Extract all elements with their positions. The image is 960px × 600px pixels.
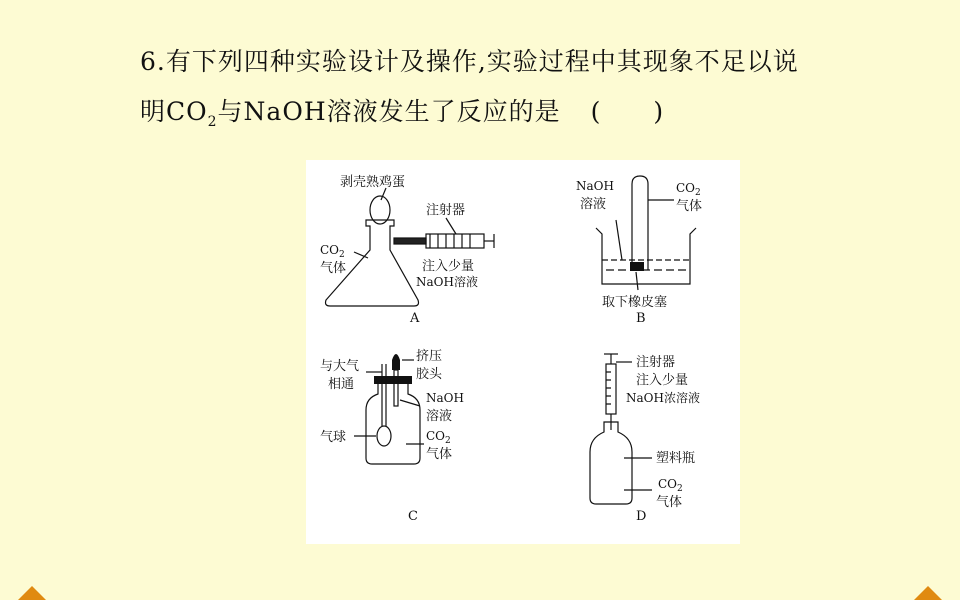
next-slide-icon[interactable] bbox=[914, 586, 942, 600]
label-co2-d bbox=[658, 477, 683, 494]
rubber-stopper-icon bbox=[630, 262, 644, 271]
co2-d-sub: 2 bbox=[677, 484, 683, 494]
syringe-a-ticks bbox=[430, 234, 470, 248]
label-inject-a1: 注入少量 bbox=[422, 259, 475, 274]
caption-d: D bbox=[636, 509, 647, 524]
label-egg: 剥壳熟鸡蛋 bbox=[340, 175, 406, 190]
experiment-figure bbox=[306, 160, 740, 544]
stopper-pointer bbox=[636, 272, 638, 290]
dropper-bulb-icon bbox=[392, 354, 400, 370]
caption-b: B bbox=[636, 311, 646, 326]
dropper-tube bbox=[394, 370, 398, 406]
label-gas-d: 气体 bbox=[656, 495, 683, 510]
experiment-diagram bbox=[306, 160, 740, 544]
panel-c bbox=[320, 348, 464, 524]
co2-b-sub: 2 bbox=[695, 188, 701, 198]
caption-a: A bbox=[410, 311, 420, 326]
beaker-b bbox=[596, 228, 696, 284]
label-gas-b: 气体 bbox=[676, 199, 703, 214]
co2-c-text: CO bbox=[426, 429, 446, 443]
answer-blank: ( ) bbox=[590, 97, 665, 126]
label-naoh-b: NaOH bbox=[576, 179, 614, 193]
label-squeeze-1: 挤压 bbox=[416, 349, 443, 364]
label-gas-c: 气体 bbox=[426, 447, 453, 462]
label-inject-d1: 注入少量 bbox=[636, 373, 689, 388]
label-solution-b: 溶液 bbox=[580, 197, 607, 212]
co2-d-text: CO bbox=[658, 477, 678, 491]
co2-a-sub: 2 bbox=[339, 250, 345, 260]
co2-subscript: 2 bbox=[207, 114, 218, 130]
label-air-2: 相通 bbox=[328, 377, 355, 392]
label-air-1: 与大气 bbox=[320, 359, 360, 374]
label-naoh-c: NaOH bbox=[426, 391, 464, 405]
question-text-b: 与NaOH溶液发生了反应的是 bbox=[217, 97, 561, 126]
question-line-1: 6.有下列四种实验设计及操作,实验过程中其现象不足以说 bbox=[140, 47, 799, 76]
syringe-d-ticks bbox=[606, 372, 611, 404]
label-inject-a2: NaOH溶液 bbox=[416, 275, 478, 289]
label-gas-a: 气体 bbox=[320, 261, 347, 276]
question-line-2 bbox=[140, 92, 664, 130]
balloon-icon bbox=[377, 426, 391, 446]
naoh-b-pointer bbox=[616, 220, 622, 260]
label-co2-b bbox=[676, 181, 701, 198]
label-co2-c bbox=[426, 429, 451, 446]
test-tube-b bbox=[632, 176, 648, 270]
label-squeeze-2: 胶头 bbox=[416, 367, 443, 382]
plastic-bottle bbox=[590, 422, 632, 504]
label-solution-c: 溶液 bbox=[426, 409, 453, 424]
label-stopper: 取下橡皮塞 bbox=[602, 295, 668, 310]
label-bottle: 塑料瓶 bbox=[656, 451, 696, 466]
question-text-a: 明CO bbox=[140, 97, 208, 126]
co2-b-text: CO bbox=[676, 181, 696, 195]
co2-c-sub: 2 bbox=[445, 436, 451, 446]
co2-a-text: CO bbox=[320, 243, 340, 257]
panel-b bbox=[576, 176, 702, 326]
bottle-c bbox=[366, 382, 420, 464]
label-syringe-d: 注射器 bbox=[636, 355, 676, 370]
flask-side-tube bbox=[394, 238, 426, 244]
caption-c: C bbox=[408, 509, 418, 524]
syringe-a-barrel bbox=[426, 234, 484, 248]
stopper-c bbox=[374, 376, 412, 384]
prev-slide-icon[interactable] bbox=[18, 586, 46, 600]
label-co2-a bbox=[320, 243, 345, 260]
label-syringe-a: 注射器 bbox=[426, 203, 466, 218]
panel-d bbox=[590, 354, 700, 524]
panel-a bbox=[320, 174, 494, 326]
label-balloon: 气球 bbox=[320, 430, 347, 445]
syringe-a-pointer bbox=[446, 218, 456, 234]
label-inject-d2: NaOH浓溶液 bbox=[626, 391, 700, 405]
